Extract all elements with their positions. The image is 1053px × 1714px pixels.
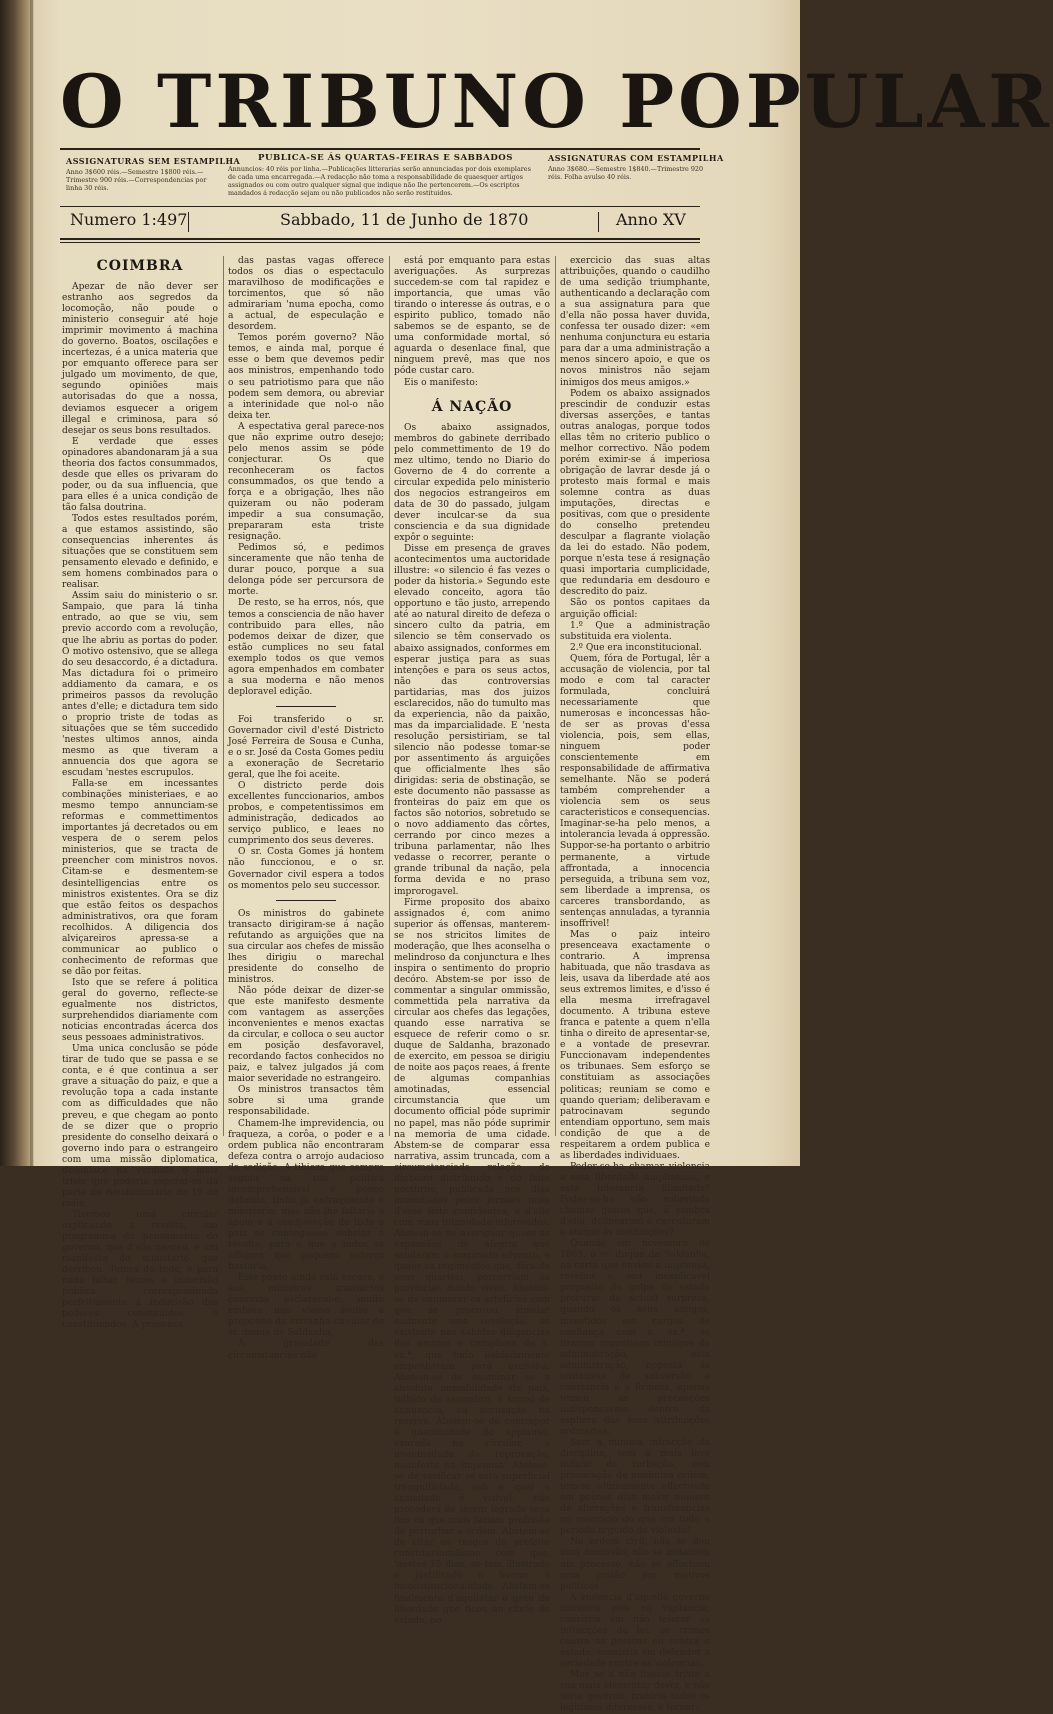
paragraph: Na ordem civil, não se deu uma demissão, não se instaurou um processo, não se effectuou uma prisão por motivos politicos.: [560, 1537, 710, 1592]
paragraph: Temos porém governo? Não temos, e ainda mal, porque é esse o bem que devemos pedir aos ministros, empenhando todo o seu patriotismo para que não podem sem demora, ou abreviar a interinidade que nol-o não deixa ter.: [228, 333, 384, 421]
dateline-top-rule: [60, 206, 700, 207]
paragraph: A gravidade das circumstancias não: [228, 1339, 384, 1361]
paragraph: Firme proposito dos abaixo assignados é, com animo superior ás offensas, manterem-se nos stricitos limites de moderação, que lhes aconselha o melindroso da conjunctura e lhes inspira o sentimento do proprio decóro. Abstem-se por isso de commentar a singular ommissão, commettida pela narrativa da circular aos chefes das legações, quando esse narrativa se esquece de referir como o sr. duque de Saldanha, brazonado de exercito, em pessoa se dirigiu de noite aos paços reaes, á frente de algumas companhias amotinadas, essencial circumstancia que um documento official póde suprimir no papel, mas não póde suprimir na memoria de uma cidade. Abstem-se de comparar essa narrativa, assim truncada, com a circumstanciada relação do dinheiro distribuido e do feito nocturno, publicada nos dias immediatos pelos jornaes mais d'esse feito confidentes, e d'elle com mais intimidade informados. Abstem-se de averiguar quaes as expansões de alegria que saudaram o suspirado advento, e quaes os regimentos que, fóra de seus quarteis, percorriam as provincias dando vivas. Abstem-se de enumerar os artefícios com que se procurou simular eminente uma revolução, só existente nas sabidas diligencias dos amigos e cumplices de s. ex.ª, que tudo baldadamente empenharam para excital-a. Abstem-se de examinar se a absoluta immobilidade do paiz, tolhido de assombro, é signal de annuencia, ou accusação na reserva. Abstem-se de contrapor á unanimidade do applauso, exarada na circular, a unanimidade da reprovação, manifesta na imprensa. Abstem-se de verificar se esta superficial tranquillidade, sob a qual a ansiedade é visivel, não procederá de terem logrado seus fins os que mais faziam profissão de perturbar a ordem. Abstem-se de citar os rasgos de prefeito constitucionalismo com que, 'nestes 15 dias, se tem illustrado e justificado o horror á inconstitucionalidade. Abstem-se finalmente d'aquilatar o grau de liberdade que ficou ao chefe do estado, no: [394, 897, 550, 1626]
issue-number: Numero 1:497: [70, 210, 188, 229]
dateline-bottom-rule-thin: [60, 242, 700, 243]
paragraph: Sem a minima infracção da disciplina, sem o mais leve indicio de turbação, sem provocação de nenhuma ordem, tem-se ultimamente effectuado em poucos dias maior numero de alterações e transferencias no exercicio do que em todo o periodo arguido de violento!: [560, 1438, 710, 1537]
paragraph: Quando em novembro de 1869, o sr. duque de Saldanha, na carta que enviou á imprensa, revelou o seu inexplicavel proposito do golpe de estado procurar da actual surpreza, quando os seus amigos, investidos em cargos de confiança com s. ex.ª, se tiraram repentinos inimigos da administração, esta administração, opposta ás tentativas de subversão a constancia e a firmeza, apenas tomou as precauções indispensaveis dentro da esphera das suas attribuições ordinarias.: [560, 1239, 710, 1437]
paragraph: Disse em presença de graves acontecimentos uma auctoridade illustre: «o silencio é fas vezes o poder da historia.» Segundo este elevado conceito, agora tão opportuno e tão justo, arrependo até ao natural direito de defeza o sincero culto da patria, em silencio se têm conservado os abaixo assignados, conformes em esperar justiça para as suas intenções e para os seus actos, não das controversias partidarias, mas dos juizos esclarecidos, não do tumulto mas da experiencia, não da paixão, mas da imparcialidade. E 'nesta resolução persistiriam, se tal silencio não podesse tomar-se por assentimento ás arguições que officialmente lhes são dirigidas: seria de obstinação, se este documento não passasse as fronteiras do paiz em que os factos são notorios, sobretudo se o novo addiamento das côrtes, cerrando por cinco mezes a tribuna parlamentar, não lhes vedasse o recorrer, perante o grande tribunal da nação, pela forma devida e no praso improrogavel.: [394, 544, 550, 897]
paragraph: Os ministros do gabinete transacto dirigiram-se á nação refutando as arguições que na sua circular aos chefes de missão lhes dirigiu o marechal presidente do conselho de ministros.: [228, 908, 384, 985]
paragraph: Quem, fóra de Portugal, lêr a accusação de violencia, por tal modo e com tal caracter formulada, concluirá necessariamente que numerosas e inconcessas hão-de ser as provas d'essa violencia, pois, sem ellas, ninguem poder conscientemente em responsabilidade de affirmativa semelhante. Não se poderá também comprehender a violencia sem os seus caracteristicos e consequencias. Imaginar-se-ha pelo menos, a intolerancia levada á oppressão. Suppor-se-ha portanto o arbitrio permanente, a virtude affrontada, a innocencia perseguida, a tribuna sem voz, sem liberdade a imprensa, os carceres transbordando, as sentenças annuladas, a tyrannia insoffrivel!: [560, 653, 710, 929]
paragraph: Este ponto ainda está escuro, e aos ministros transactos convinha esclarecel-o, muito embora nao viesse muito a proposito da extranha circular do sr. duque de Saldanha.: [228, 1273, 384, 1339]
paragraph: Pedimos só, e pedimos sinceramente que não tenha de durar pouco, porque a sua delonga póde ser percursora de morte.: [228, 543, 384, 598]
paragraph: Todos estes resultados porém, a que estamos assistindo, são consequencias inherentes ás situações que se constituem sem pensamento elevado e definido, e sem homens combinados para o realisar.: [62, 513, 218, 591]
paragraph: De resto, se ha erros, nós, que temos a consciencia de não haver contribuido para elles, não podemos deixar de dizer, que estão cumplices no seu fatal exemplo todos os que vemos agora empenhados em combater a sua moderna e não menos deploravel edição.: [228, 598, 384, 697]
article-title-a-nacao: Á NAÇÃO: [431, 398, 513, 415]
issue-year: Anno XV: [616, 210, 686, 229]
paragraph: Foi transferido o sr. Governador civil d'esté Districto José Ferreira de Sousa e Cunha, e o sr. José da Costa Gomes pediu a exoneração de Secretario geral, que lhe foi aceite.: [228, 714, 384, 781]
paragraph: E verdade que esses opinadores abandonaram já a sua theoria dos factos consummados, desde que elles os privaram do poder, ou da sua influencia, que para elles é a unica condição de tão falsa doutrina.: [62, 436, 218, 513]
paragraph: Apezar de não dever ser estranho aos segredos da locomoção, não poude o ministerio conseguir até hoje imprimir movimento á machina do governo. Boatos, oscilações e incertezas, é a unica materia que por emquanto offerece para ser julgado um movimento, de que, segundo opiniões mais autorisadas do que a nossa, deviamos esquecer a origem illegal e criminosa, para só desejar os seus bons resultados.: [62, 282, 218, 436]
paragraph: Mas se a não fizesse triste a sua mais elementar dever, e não seria governo; trahiria todos os legitimos interesses, e tornar-: [560, 1670, 710, 1714]
paragraph: Isto que se refere á politica geral do governo, reflecte-se egualmente nos districtos, surprehendidos diariamente com noticias encontradas ácerca dos seus pessoaes administrativos.: [62, 977, 218, 1044]
paragraph: O sr. Costa Gomes já hontem não funccionou, e o sr. Governador civil espera a todos os momentos pelo seu successor.: [228, 847, 384, 891]
paragraph: Chamem-lhe imprevidencia, ou fraqueza, a corôa, o poder e a ordem publica não encontraram defeza contra o arrojo audacioso da sedição. A tibieza que sempre seguiu na sua politica incomprehensivel e pouco definida, tinha já enfraquecido o ministerio; mas não lhe faltaria o apoio e a coadjuvação de todo o paiz se conseguisse debelar a revolta, para o que a todos se affigura que pequeno esforço bastaria.: [228, 1118, 384, 1273]
column-3: [394, 256, 550, 1626]
header-center-text: Annuncios: 40 réis por linha.—Publicações litterarias serão annunciadas por dois exemplares de cada uma encarregada.—A redacção não toma a responsabilidade de quaesquer artigos assignados ou com outro qualquer signal que indique não lhe pertencerem.—Os escriptos mandados á redacção sejam ou não publicados não serão restituidos.: [228, 165, 531, 197]
header-left-label: ASSIGNATURAS SEM ESTAMPILHA: [66, 156, 241, 166]
section-divider: [276, 900, 336, 901]
masthead-rule: [60, 148, 700, 150]
paragraph: A espectativa geral parece-nos que não exprime outro desejo; pelo menos assim se póde conjecturar. Os que reconheceram os factos consummados, os que tendo a força e a obrigação, lhes não quizeram ou não poderam impedir a sua consumação, prepararam esta triste resignação.: [228, 421, 384, 543]
paragraph: Assim saiu do ministerio o sr. Sampaio, que para lá tinha entrado, ao que se viu, sem previo accordo com a revolução, que lhe abriu as portas do poder. O motivo ostensivo, que se allega do seu desaccordo, é a dictadura. Mas dictadura foi o primeiro addiamento da camara, e os primeiros passos da revolução antes d'elle; e dictadura tem sido o proprio triste de todas as situações que se têm succedido 'nestes ultimos annos, ainda mesmo as que tiveram a annuencia dos que agora se escudam 'nestes escrupulos.: [62, 591, 218, 779]
masthead-title: O TRIBUNO POPULAR: [60, 59, 1053, 145]
column-rule: [223, 256, 224, 1136]
column-rule: [555, 256, 556, 1136]
header-right-label: ASSIGNATURAS COM ESTAMPILHA: [548, 153, 724, 163]
paragraph: 1.º Que a administração substituida era violenta.: [560, 620, 710, 642]
header-left-text: Anno 3$600 réis.—Semestre 1$800 réis.—Trimestre 900 réis.—Correspondencias por linha 30 réis.: [66, 168, 207, 192]
header-right-text: Anno 3$680.—Semestre 1$840.—Trimestre 920 réis. Folha avulso 40 réis.: [548, 165, 704, 181]
paragraph: Não póde deixar de dizer-se que este manifesto desmente com vantagem as asserções inconvenientes e menos exactas da circular, e colloca o seu auctor em posição desfavoravel, recordando factos conhecidos no paiz, e talvez julgados já com maior severidade no estrangeiro.: [228, 985, 384, 1085]
paragraph: Eis o manifesto:: [404, 377, 478, 388]
paragraph: São os pontos capitaes da arguição official:: [560, 598, 710, 620]
paragraph: exercicio das suas altas attribuições, quando o caudilho de uma sedição triumphante, authenticando a declaração com a sua assignatura para que d'ella não possa haver duvida, confessa ter ousado dizer: «em nenhuma conjunctura eu estaria para dar a uma administração a menos sincero apoio, e que os novos ministros não sejam inimigos dos meus amigos.»: [560, 256, 710, 388]
paragraph: Poder-se-ha chamar violencia a esta liberdade amplissima, e esta tolerancia illimitada? Poder-se-ha não sobretudo chamar gestes que, á sombra d'ella, delinearam e executaram o ataque ás instituições?: [560, 1161, 710, 1239]
article-title-coimbra: COIMBRA: [96, 258, 184, 274]
paragraph: A violencia d'aquelle governo consistia pois na vigilancia; consistia em não tolerar as infracções da lei, os crimes contra as pessoas ou contra o estado; consistia em defender a sociedade contra as violencias.: [560, 1592, 710, 1669]
issue-date: Sabbado, 11 de Junho de 1870: [280, 210, 529, 229]
column-1: [62, 256, 218, 1331]
paragraph: Mas o paiz inteiro presenceava exactamente o contrario. A imprensa habituada, que não trasdava as leis, usava da liberdade até aos seus extremos limites, e d'isso é ella mesma irrefragavel documento. A tribuna esteve franca e patente a quem n'ella tinha o direito de apresentar-se, e a vontade de presevrar. Funccionavam independentes os tribunaes. Sem esforço se constituiam as associações politicas; reuniam se como e quando queriam; deliberavam e patrocinavam segundo entendiam opportuno, sem mais condição de que a de respeitarem a ordem publica e as liberdades individuaes.: [560, 929, 710, 1161]
paragraph: Os ministros transactos têm sobre si uma grande responsabilidade.: [228, 1085, 384, 1118]
paragraph: Os abaixo assignados, membros do gabinete derribado pelo commettimento de 19 do mez ultimo, tendo no Diario do Governo de 4 do corrente a circular expedida pelo ministerio dos negocios estrangeiros em data de 30 do passado, julgam dever inculcar-se da sua consciencia e da sua dignidade expôr o seguinte:: [394, 422, 550, 544]
dateline-separator-left: [188, 212, 189, 232]
header-center-label: PUBLICA-SE ÁS QUARTAS-FEIRAS E SABBADOS: [258, 153, 513, 163]
paragraph: Podem os abaixo assignados prescindir de conduzir estas diversas asserções, e tantas outras analogas, porque todos ellas têm no criterio publico o melhor correctivo. Não podem porém eximir-se á imperiosa obrigação de lavrar desde já o protesto mais formal e mais solemne contra as duas imputações, directas e positivas, com que o presidente do conselho pretendeu desculpar a flagrante violação da lei do estado. Não podem, porque n'esta tese á resignação quasi importaria cumplicidade, que redundaria em desdouro e descredito do paiz.: [560, 388, 710, 598]
section-divider: [276, 706, 336, 707]
spine-edge: [30, 0, 33, 1166]
paragraph: 2.º Que era inconstitucional.: [570, 642, 702, 653]
paragraph: das pastas vagas offerece todos os dias o espectaculo maravilhoso de modificações e torcimentos, que só não admirariam 'numa epocha, como a actual, de especulação e desordem.: [228, 256, 384, 333]
column-4: [560, 256, 710, 1714]
paragraph: está por emquanto para estas averiguações. As surprezas succedem-se com tal rapidez e importancia, que umas vão tirando o interesse ás outras, e o espirito publico, tomado não sabemos se de espanto, se de uma conformidade mortal, só aguarda o desenlace final, que ninguem prevê, mas que nos póde custar caro.: [394, 256, 550, 377]
paragraph: Falla-se em incessantes combinações ministeriaes, e ao mesmo tempo annunciam-se reformas e commettimentos importantes já decretados ou em vespera de o serem pelos ministerios, que se tracta de preencher com ministros novos. Citam-se e desmentem-se desintelligencias entre os ministros existentes. Ora se diz que estão feitos os despachos administrativos, ora que foram recolhidos. A diligencia dos alviçareiros apressa-se a communicar ao publico o conhecimento de reformas que se dão por feitas.: [62, 779, 218, 977]
column-rule: [389, 256, 390, 1136]
dateline-separator-right: [598, 212, 599, 232]
dateline-bottom-rule: [60, 238, 700, 240]
book-spine: [0, 0, 34, 1166]
paragraph: O districto perde dois excellentes funccionarios, ambos probos, e competentissimos em administração, dedicados ao serviço publico, e leaes no cumprimento dos seus deveres.: [228, 781, 384, 847]
paragraph: Uma unica conclusão se póde tirar de tudo que se passa e se conta, e é que continua a ser grave a situação do paiz, e que a revolução topa a cada instante com as difficuldades que não preveu, e que chegam ao ponto de se dizer que o proprio presidente do conselho deixará o governo indo para o estrangeiro com uma missão diplomatica, desenlace na verdade o mais triste que poderia esperar-se da parte do revolucionario de 19 de maio.: [62, 1044, 218, 1209]
paragraph: Tivemos uma circular explicando a revolta, um programma do pensamento do governo, que d'ella nasceu, e um manifesto do ministerio que derribou. Temos de tudo, e para nada faltar, temos a indecisão publica correspondendo perfeitamente á indecisão dos poderes constituidos e constituendos. A presença: [62, 1209, 218, 1331]
column-2: [228, 256, 384, 1361]
